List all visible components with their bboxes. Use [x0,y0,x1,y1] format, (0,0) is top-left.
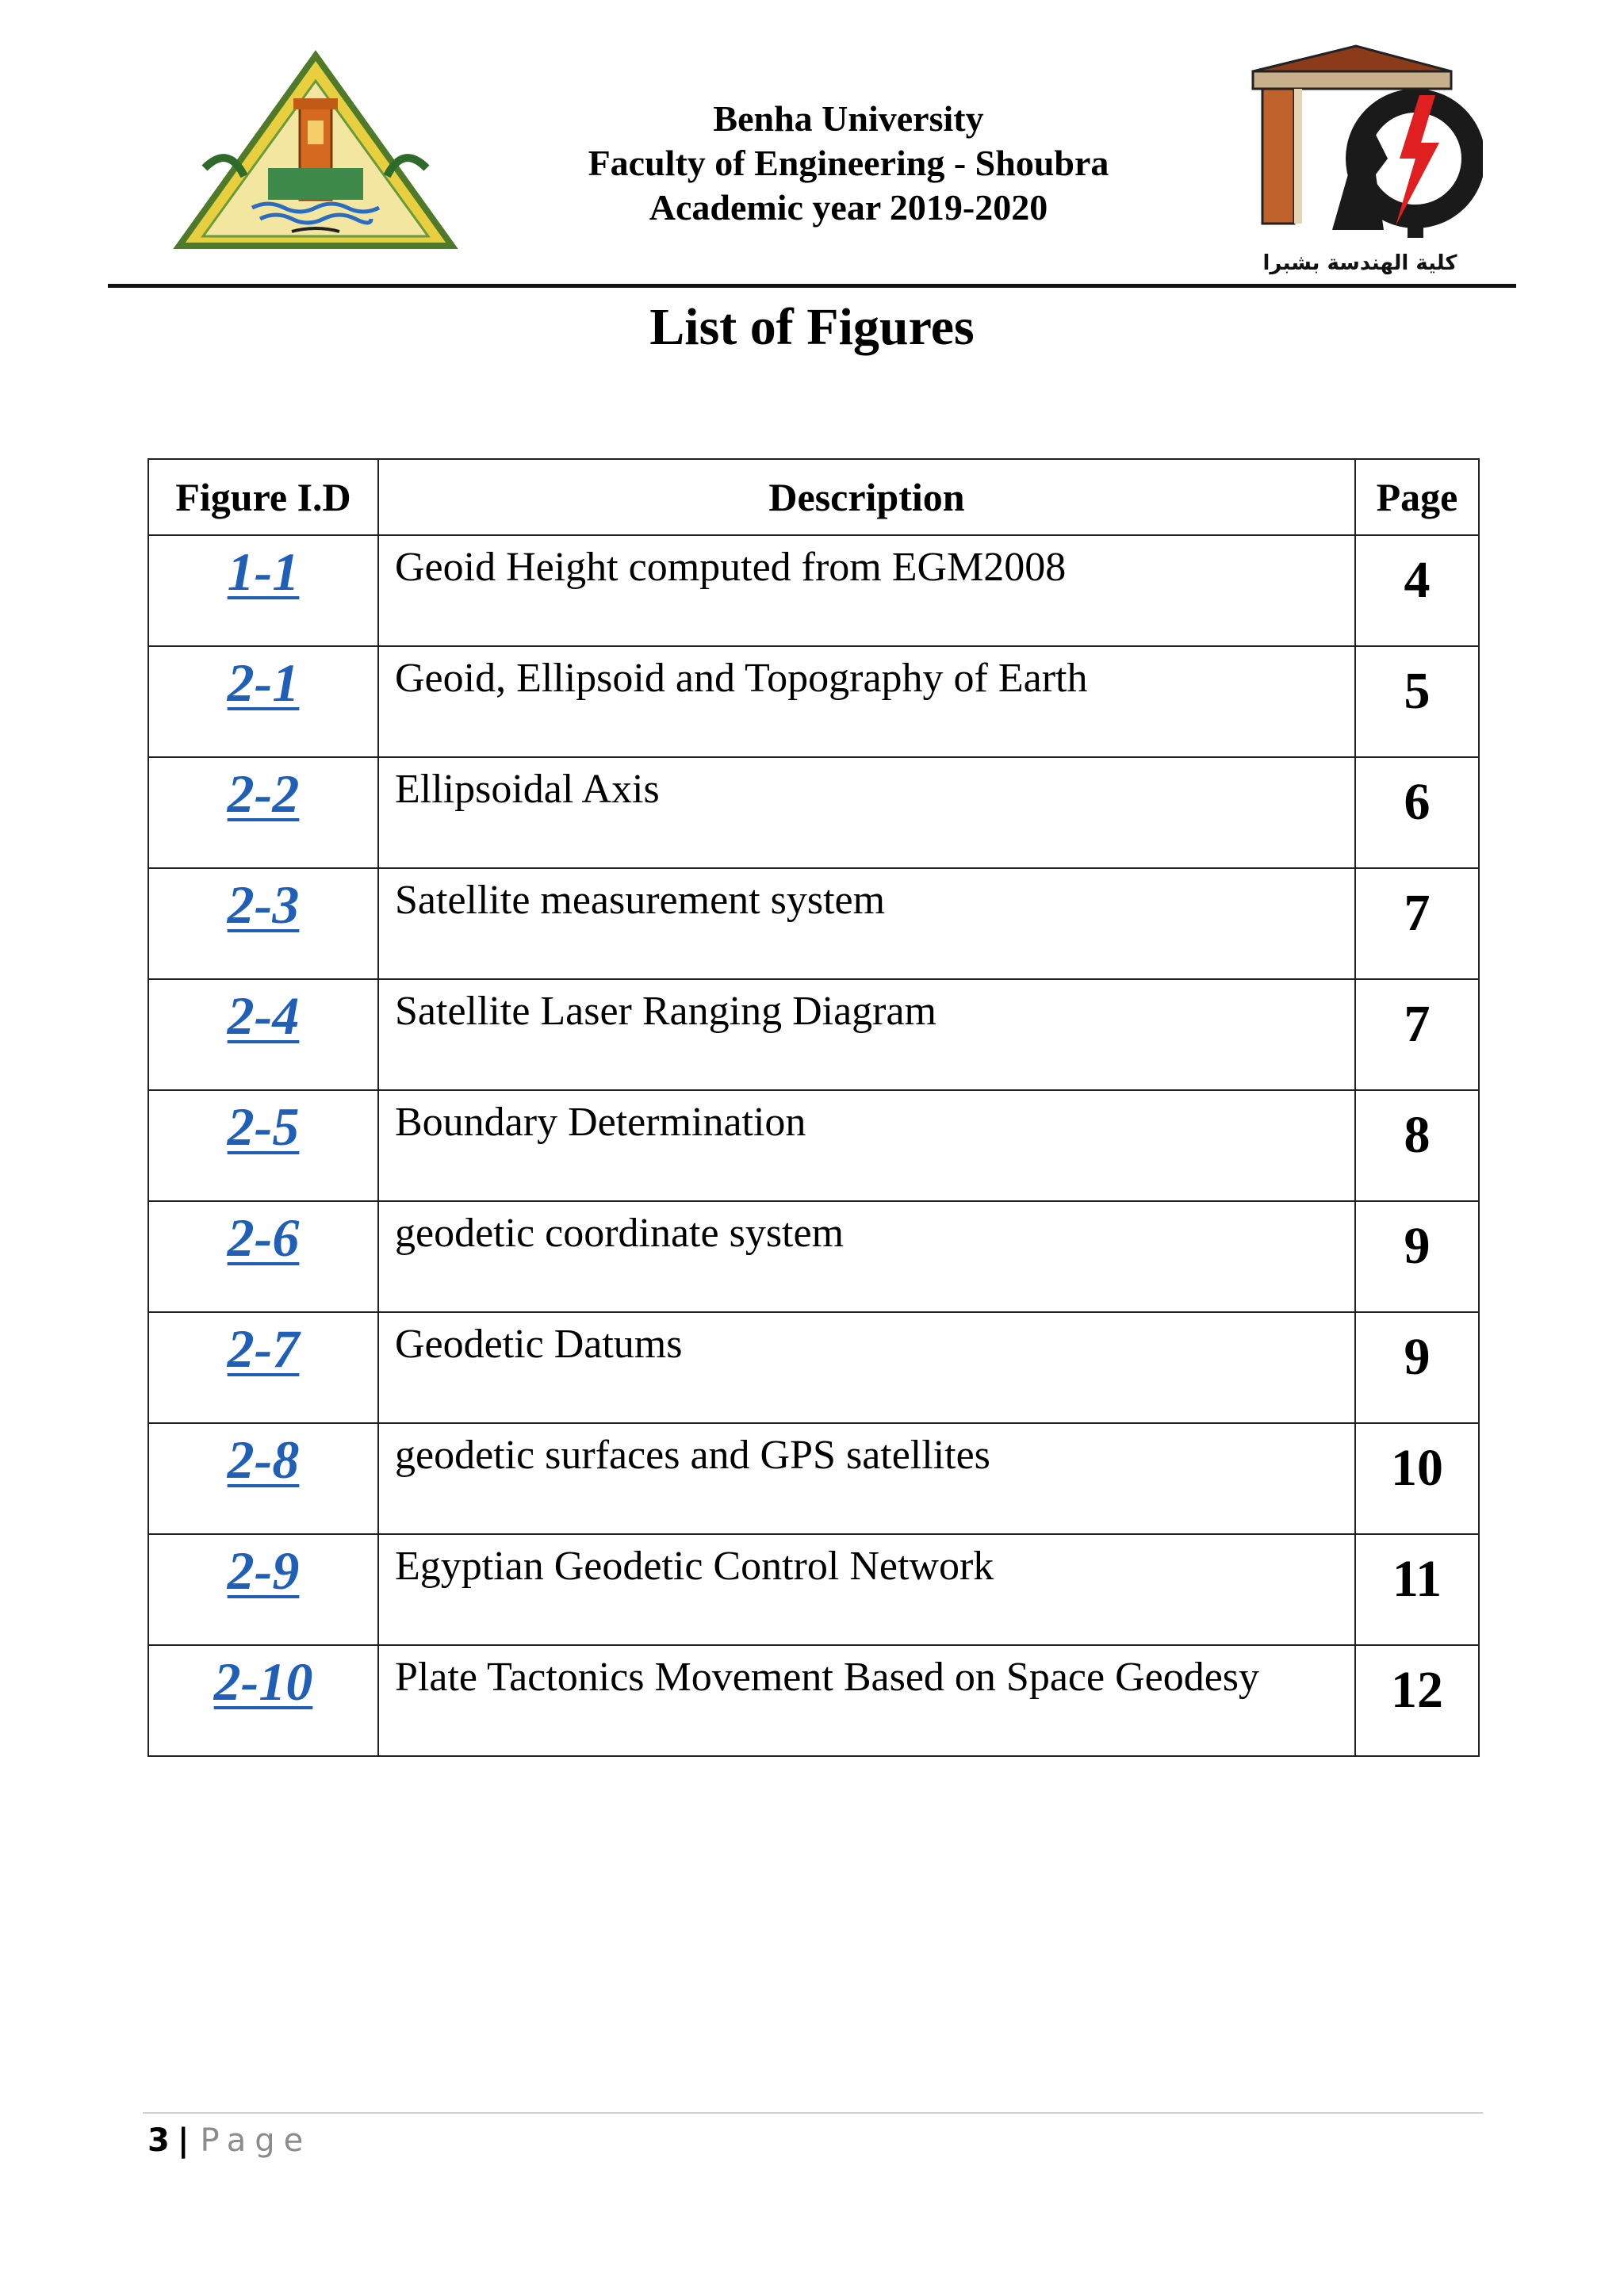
table-row [148,1534,1479,1645]
table-row [148,757,1479,868]
table-header-row [148,459,1479,535]
figure-link[interactable]: 2-2 [227,763,300,824]
figure-page: 11 [1355,1534,1479,1645]
figure-description: Ellipsoidal Axis [378,757,1355,868]
figure-description: Egyptian Geodetic Control Network [378,1534,1355,1645]
figure-link[interactable]: 2-5 [227,1096,300,1157]
figure-link[interactable]: 2-6 [227,1207,300,1268]
figures-table-body [148,535,1479,1756]
faculty-name: Faculty of Engineering - Shoubra [588,143,1109,183]
page-footer [147,2117,312,2164]
figure-page: 7 [1355,868,1479,979]
figure-link[interactable]: 2-10 [213,1651,313,1712]
academic-year: Academic year 2019-2020 [649,187,1048,228]
figure-link[interactable]: 2-1 [227,652,300,713]
page-title: List of Figures [649,298,975,356]
figure-description: geodetic coordinate system [378,1201,1355,1312]
figure-description: geodetic surfaces and GPS satellites [378,1423,1355,1534]
footer-page-label: Page [200,2122,312,2159]
faculty-engineering-shoubra-logo-icon [1237,40,1483,277]
footer-page-number: 3 [147,2122,170,2159]
column-header-page: Page [1355,459,1479,535]
table-row [148,1423,1479,1534]
benha-university-seal-icon [173,49,458,263]
table-row [148,646,1479,757]
figure-description: Plate Tactonics Movement Based on Space Geodesy [378,1645,1355,1756]
table-row [148,1312,1479,1423]
column-header-description: Description [378,459,1355,535]
figure-link[interactable]: 2-7 [227,1318,300,1379]
table-row [148,868,1479,979]
figure-page: 10 [1355,1423,1479,1534]
figure-page: 12 [1355,1645,1479,1756]
figure-description: Geoid, Ellipsoid and Topography of Earth [378,646,1355,757]
footer-separator: | [177,2122,190,2159]
table-row [148,1090,1479,1201]
faculty-logo-caption: كلية الهندسة بشبرا [1262,251,1457,275]
figure-description: Geoid Height computed from EGM2008 [378,535,1355,646]
figure-page: 7 [1355,979,1479,1090]
figure-page: 8 [1355,1090,1479,1201]
university-info [508,97,1189,230]
figure-page: 5 [1355,646,1479,757]
figure-link[interactable]: 2-4 [227,985,300,1046]
footer-divider [143,2112,1483,2114]
figure-description: Satellite measurement system [378,868,1355,979]
page-header [0,0,1624,293]
header-divider [108,284,1516,288]
figure-link[interactable]: 2-3 [227,874,300,935]
university-name: Benha University [713,98,984,139]
figure-link[interactable]: 2-8 [227,1429,300,1490]
table-row [148,979,1479,1090]
figure-page: 9 [1355,1312,1479,1423]
figure-page: 6 [1355,757,1479,868]
figure-link[interactable]: 2-9 [227,1540,300,1601]
figure-description: Geodetic Datums [378,1312,1355,1423]
column-header-figure-id: Figure I.D [148,459,378,535]
figure-description: Satellite Laser Ranging Diagram [378,979,1355,1090]
figure-description: Boundary Determination [378,1090,1355,1201]
table-row [148,535,1479,646]
figure-link[interactable]: 1-1 [227,541,300,602]
table-row [148,1201,1479,1312]
table-row [148,1645,1479,1756]
figure-page: 4 [1355,535,1479,646]
figure-page: 9 [1355,1201,1479,1312]
figures-table [147,458,1480,1757]
